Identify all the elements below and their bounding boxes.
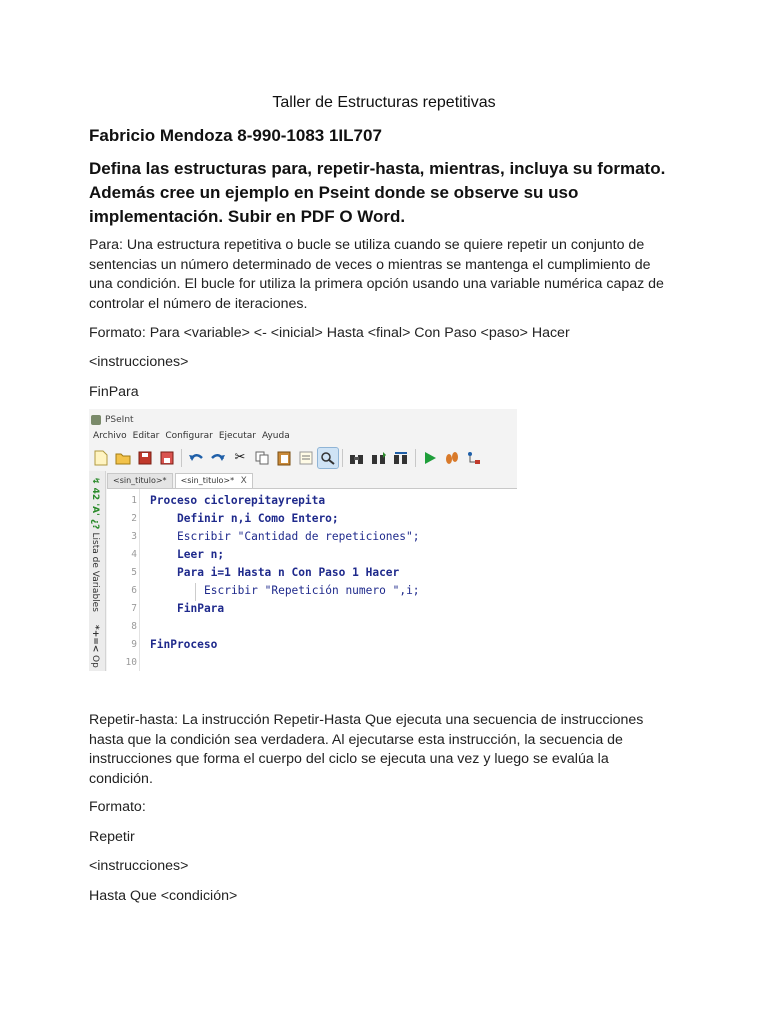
run-icon[interactable] [420, 448, 440, 468]
paste-icon[interactable] [274, 448, 294, 468]
toolbar-separator [415, 449, 416, 467]
tab-sin-titulo-2[interactable] [175, 473, 253, 488]
close-icon[interactable]: X [240, 476, 247, 486]
code-line [107, 509, 517, 527]
document-title: Taller de Estructuras repetitivas [272, 94, 496, 111]
code-line [107, 599, 517, 617]
code-text: Escribir "Repetición numero ",i; [204, 583, 420, 597]
line-number: 5 [131, 566, 137, 578]
tab-label: <sin_titulo>* [180, 476, 235, 485]
save-icon[interactable] [135, 448, 155, 468]
code-line [107, 527, 517, 545]
code-text: Para i=1 Hasta n Con Paso 1 Hacer [177, 565, 400, 579]
code-text: FinProceso [150, 637, 218, 651]
pseint-screenshot [89, 409, 517, 671]
line-number: 9 [131, 638, 137, 650]
repetir-start: Repetir [89, 829, 135, 845]
repetir-description: Repetir-hasta: La instrucción Repetir-Hasta Que ejecuta una secuencia de instrucciones hasta que la condición sea verdadera. Al ejecutarse esta instrucción, la secuencia de instrucciones que forma el cuerpo del ciclo se ejecuta una vez y luego se evalúa la condición. [89, 712, 644, 787]
code-line [107, 635, 517, 653]
code-text: FinPara [177, 601, 225, 615]
code-line [107, 581, 517, 599]
toolbar-separator [342, 449, 343, 467]
menu-ayuda[interactable]: Ayuda [261, 431, 290, 441]
para-instructions: <instrucciones> [89, 354, 189, 370]
variables-sidebar [89, 471, 106, 671]
tab-sin-titulo-1[interactable]: <sin_titulo>* [107, 473, 173, 488]
author-line: Fabricio Mendoza 8-990-1083 1IL707 [89, 126, 382, 145]
menu-archivo[interactable]: Archivo [93, 431, 127, 441]
step-icon[interactable] [442, 448, 462, 468]
save-as-icon[interactable] [157, 448, 177, 468]
line-number: 6 [131, 584, 137, 596]
assignment-question: Defina las estructuras para, repetir-hasta, mientras, incluya su formato. Además cree un ejemplo en Pseint donde se observe su uso implementación. Subir en PDF O Word. [89, 159, 666, 226]
toolbar-separator [181, 449, 182, 467]
sidebar-vertical-label [90, 477, 100, 668]
sidebar-label[interactable]: Lista de Variables [90, 532, 100, 612]
code-editor[interactable] [107, 488, 517, 671]
search-icon[interactable] [318, 448, 338, 468]
line-number: 7 [131, 602, 137, 614]
line-number: 3 [131, 530, 137, 542]
line-number: 2 [131, 512, 137, 524]
find-icon[interactable] [347, 448, 367, 468]
find-next-icon[interactable] [369, 448, 389, 468]
sidebar-operators[interactable]: *+=< [90, 624, 100, 653]
menu-configurar[interactable]: Configurar [165, 431, 213, 441]
open-folder-icon[interactable] [113, 448, 133, 468]
pseint-toolbar [91, 445, 515, 470]
new-file-icon[interactable] [91, 448, 111, 468]
flowchart-icon[interactable] [464, 448, 484, 468]
repetir-format: Formato: [89, 799, 146, 815]
para-end: FinPara [89, 384, 139, 400]
menu-ejecutar[interactable]: Ejecutar [218, 431, 256, 441]
copy-icon[interactable] [252, 448, 272, 468]
code-line [107, 563, 517, 581]
redo-icon[interactable] [208, 448, 228, 468]
editor-tabs [107, 473, 253, 488]
pseint-title-bar [91, 413, 134, 427]
sidebar-ops-label[interactable]: Op [90, 654, 100, 668]
menu-editar[interactable]: Editar [132, 431, 160, 441]
sidebar-glyphs: ↯ 42 'A' ¿? [90, 477, 100, 533]
line-number: 1 [131, 494, 137, 506]
code-text: Leer n; [177, 547, 225, 561]
undo-icon[interactable] [186, 448, 206, 468]
code-text: Definir n,i Como Entero; [177, 511, 339, 525]
repetir-instructions: <instrucciones> [89, 858, 189, 874]
line-number: 8 [131, 620, 137, 632]
code-line [107, 653, 517, 671]
cut-icon[interactable]: ✂ [234, 450, 246, 465]
line-number: 4 [131, 548, 137, 560]
pseint-window-title: PSeInt [105, 415, 134, 425]
list-icon[interactable] [296, 448, 316, 468]
para-format: Formato: Para <variable> <- <inicial> Hasta <final> Con Paso <paso> Hacer [89, 325, 570, 341]
pseint-app-icon [91, 415, 101, 425]
para-description: Para: Una estructura repetitiva o bucle se utiliza cuando se quiere repetir un conjunto de sentencias un número determinado de veces o mientras se mantenga el cumplimiento de una condición. El bucle for utiliza la primera opción usando una variable numérica capaz de controlar el número de iteraciones. [89, 237, 664, 312]
code-text: Escribir "Cantidad de repeticiones"; [177, 529, 420, 543]
code-line [107, 491, 517, 509]
repetir-end: Hasta Que <condición> [89, 888, 238, 904]
line-number: 10 [125, 656, 137, 668]
pseint-menubar [93, 431, 290, 441]
code-text: Proceso ciclorepitayrepita [150, 493, 326, 507]
replace-icon[interactable] [391, 448, 411, 468]
code-line [107, 545, 517, 563]
code-line [107, 617, 517, 635]
